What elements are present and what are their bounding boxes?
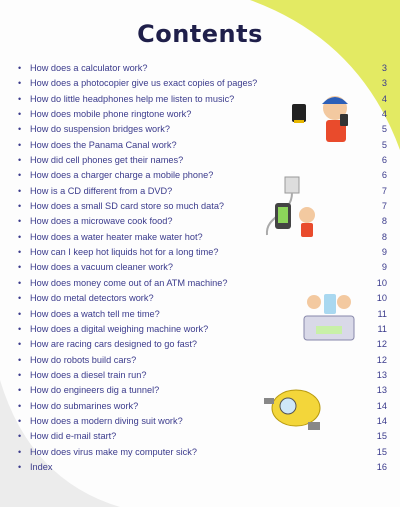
bullet: • xyxy=(18,400,22,411)
toc-entry-label: How does the Panama Canal work? xyxy=(30,139,177,150)
toc-page-number: 4 xyxy=(381,109,387,120)
bullet: • xyxy=(18,201,22,212)
charger-phone-illustration xyxy=(255,175,325,245)
toc-page-number: 9 xyxy=(381,262,387,273)
toc-page-number: 5 xyxy=(381,124,387,135)
toc-entry[interactable] xyxy=(18,260,390,275)
toc-entry-label: How do suspension bridges work? xyxy=(30,124,170,135)
toc-entry[interactable] xyxy=(18,230,390,245)
toc-page-number: 10 xyxy=(376,277,387,288)
bullet: • xyxy=(18,124,22,135)
toc-entry-label: How does a digital weighing machine work? xyxy=(30,323,209,334)
toc-page-number: 12 xyxy=(376,339,387,350)
bullet: • xyxy=(18,446,22,457)
bullet: • xyxy=(18,93,22,104)
bullet: • xyxy=(18,339,22,350)
toc-entry[interactable] xyxy=(18,153,390,168)
bullet: • xyxy=(18,277,22,288)
bullet: • xyxy=(18,109,22,120)
toc-entry-label: How is a CD different from a DVD? xyxy=(30,185,173,196)
toc-entry[interactable] xyxy=(18,399,390,414)
toc-page-number: 14 xyxy=(376,400,387,411)
bullet: • xyxy=(18,354,22,365)
toc-entry-label: How do engineers dig a tunnel? xyxy=(30,385,160,396)
bullet: • xyxy=(18,155,22,166)
toc-page-number: 15 xyxy=(376,446,387,457)
toc-entry[interactable] xyxy=(18,460,390,475)
toc-entry[interactable] xyxy=(18,353,390,368)
toc-page-number: 13 xyxy=(376,369,387,380)
page-title: Contents xyxy=(137,20,263,48)
toc-entry-label: How does a modern diving suit work? xyxy=(30,415,183,426)
bullet: • xyxy=(18,247,22,258)
bullet: • xyxy=(18,63,22,73)
toc-entry-label: How did cell phones get their names? xyxy=(30,155,184,166)
toc-entry[interactable] xyxy=(18,199,390,214)
toc-entry-label: How does a small SD card store so much data? xyxy=(30,201,225,212)
toc-entry[interactable] xyxy=(18,214,390,229)
toc-page-number: 6 xyxy=(381,155,387,166)
toc-entry[interactable] xyxy=(18,184,390,199)
toc-entry-label: How do submarines work? xyxy=(30,400,139,411)
toc-entry-label: How does a water heater make water hot? xyxy=(30,231,203,242)
toc-entry-label: How can I keep hot liquids hot for a long time? xyxy=(30,247,219,258)
boy-with-phone-illustration xyxy=(290,90,360,150)
toc-page-number: 7 xyxy=(381,201,387,212)
diving-suit-illustration xyxy=(258,378,328,438)
toc-page-number: 4 xyxy=(381,93,387,104)
bullet: • xyxy=(18,139,22,150)
toc-entry[interactable] xyxy=(18,61,390,76)
toc-entry-label: Index xyxy=(30,461,53,472)
toc-page-number: 8 xyxy=(381,216,387,227)
bullet: • xyxy=(18,431,22,442)
toc-entry-label: How does a vacuum cleaner work? xyxy=(30,262,173,273)
toc-entry-label: How does money come out of an ATM machine? xyxy=(30,277,228,288)
bullet: • xyxy=(18,185,22,196)
toc-entry-label: How does a photocopier give us exact copies of pages? xyxy=(30,78,258,89)
toc-page-number: 15 xyxy=(376,431,387,442)
bullet: • xyxy=(18,170,22,181)
toc-page-number: 11 xyxy=(377,308,387,319)
toc-page-number: 8 xyxy=(381,231,387,242)
bullet: • xyxy=(18,78,22,89)
bullet: • xyxy=(18,323,22,334)
toc-entry[interactable] xyxy=(18,429,390,444)
toc-page-number: 3 xyxy=(381,78,387,89)
toc-entry-label: How does a diesel train run? xyxy=(30,369,147,380)
toc-page-number: 12 xyxy=(376,354,387,365)
toc-entry[interactable] xyxy=(18,383,390,398)
toc-page-number: 7 xyxy=(381,185,387,196)
bullet: • xyxy=(18,216,22,227)
toc-entry-label: How does a charger charge a mobile phone? xyxy=(30,170,214,181)
bullet: • xyxy=(18,293,22,304)
toc-page-number: 6 xyxy=(381,170,387,181)
bullet: • xyxy=(18,231,22,242)
toc-entry[interactable] xyxy=(18,414,390,429)
toc-page-number: 3 xyxy=(381,63,387,73)
toc-page-number: 10 xyxy=(376,293,387,304)
toc-entry-label: How does virus make my computer sick? xyxy=(30,446,197,457)
toc-entry-label: How did e-mail start? xyxy=(30,431,117,442)
bullet: • xyxy=(18,461,22,472)
toc-entry-label: How do metal detectors work? xyxy=(30,293,154,304)
bullet: • xyxy=(18,308,22,319)
bullet: • xyxy=(18,262,22,273)
bullet: • xyxy=(18,369,22,380)
bullet: • xyxy=(18,415,22,426)
toc-entry-label: How do little headphones help me listen to music? xyxy=(30,93,235,104)
toc-entry-label: How does a calculator work? xyxy=(30,63,148,73)
toc-page-number: 11 xyxy=(377,323,387,334)
toc-page-number: 13 xyxy=(376,385,387,396)
weighing-machine-illustration xyxy=(298,288,360,344)
toc-entry[interactable] xyxy=(18,445,390,460)
toc-page-number: 14 xyxy=(376,415,387,426)
toc-entry-label: How are racing cars designed to go fast? xyxy=(30,339,197,350)
toc-entry[interactable] xyxy=(18,368,390,383)
toc-entry[interactable] xyxy=(18,168,390,183)
toc-entry[interactable] xyxy=(18,245,390,260)
toc-entry-label: How do robots build cars? xyxy=(30,354,137,365)
toc-page-number: 9 xyxy=(381,247,387,258)
bullet: • xyxy=(18,385,22,396)
toc-entry-label: How does mobile phone ringtone work? xyxy=(30,109,192,120)
toc-page-number: 5 xyxy=(381,139,387,150)
toc-entry-label: How does a microwave cook food? xyxy=(30,216,173,227)
toc-entry-label: How does a watch tell me time? xyxy=(30,308,160,319)
toc-page-number: 16 xyxy=(376,461,387,472)
